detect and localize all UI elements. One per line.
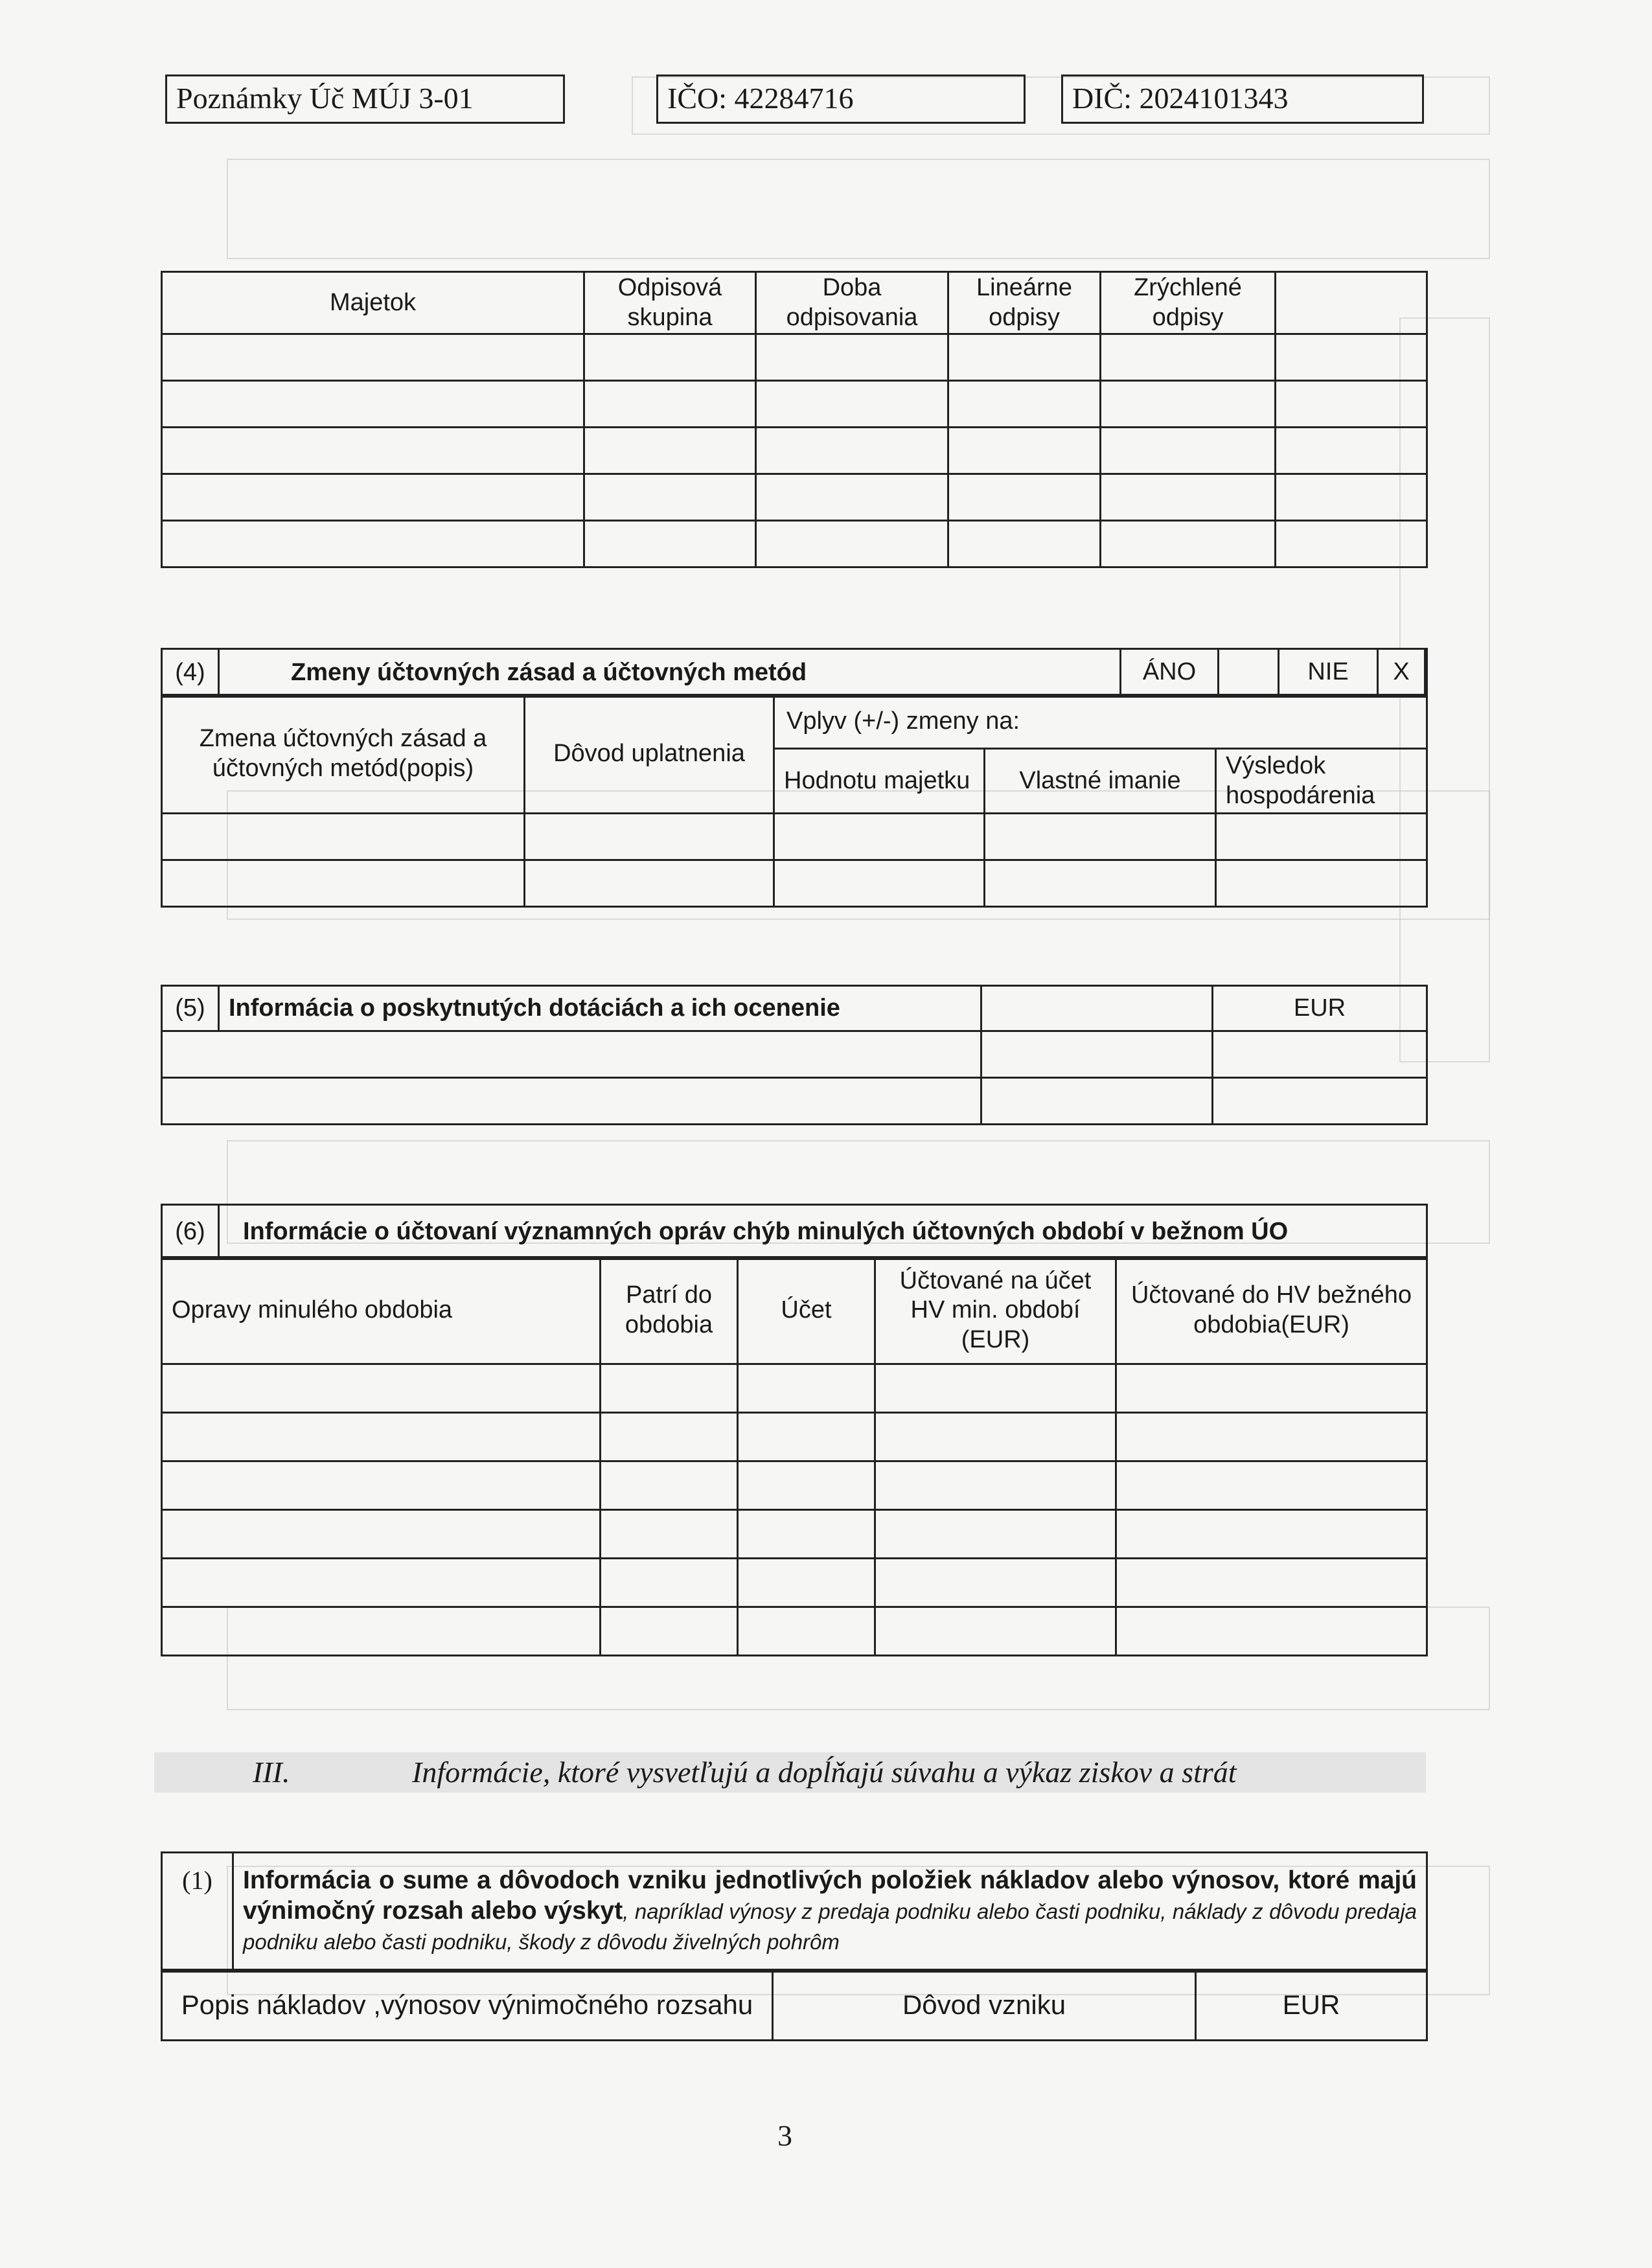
table-cell[interactable]	[1276, 334, 1427, 381]
table-cell[interactable]	[162, 334, 584, 381]
table-cell[interactable]	[948, 381, 1101, 428]
table-cell[interactable]	[162, 1461, 601, 1510]
table-cell[interactable]	[584, 474, 756, 521]
table-cell[interactable]	[756, 474, 948, 521]
col-result: Výsledok hospodárenia	[1216, 749, 1427, 814]
table-cell[interactable]	[584, 521, 756, 567]
section5-currency: EUR	[1213, 986, 1427, 1031]
section4-body-table	[161, 694, 1428, 908]
table-cell[interactable]	[525, 814, 774, 860]
table-cell[interactable]	[601, 1461, 738, 1510]
table-cell[interactable]	[525, 860, 774, 907]
table-cell[interactable]	[875, 1461, 1116, 1510]
table-cell[interactable]	[584, 381, 756, 428]
table-cell[interactable]	[584, 428, 756, 474]
yes-box[interactable]	[1219, 650, 1279, 694]
section6-body-table	[161, 1256, 1428, 1656]
section1-title: Informácia o sume a dôvodoch vzniku jednotlivých položiek nákladov alebo výnosov, ktoré majú výnimočný rozsah alebo výskyt	[243, 1866, 1417, 1925]
table-cell[interactable]	[1276, 428, 1427, 474]
table-cell[interactable]	[601, 1559, 738, 1607]
section5-table	[161, 985, 1428, 1125]
table-cell[interactable]	[1116, 1607, 1427, 1656]
col-corrections: Opravy minulého obdobia	[162, 1257, 601, 1364]
table-cell[interactable]	[1101, 381, 1276, 428]
table-row	[162, 474, 1427, 521]
table-cell[interactable]	[1116, 1559, 1427, 1607]
table-row	[162, 1461, 1427, 1510]
section5-header-empty	[981, 986, 1213, 1031]
col-prior-period-hv: Účtované na účet HV min. období (EUR)	[875, 1257, 1116, 1364]
table-cell[interactable]	[875, 1559, 1116, 1607]
section6-title: Informácie o účtovaní významných opráv chýb minulých účtovných období v bežnom ÚO	[219, 1205, 1427, 1259]
table-cell[interactable]	[948, 428, 1101, 474]
table-cell[interactable]	[1116, 1364, 1427, 1413]
table-cell[interactable]	[756, 521, 948, 567]
part3-heading	[154, 1752, 1426, 1793]
table-cell[interactable]	[1213, 1078, 1427, 1125]
table-cell[interactable]	[1213, 1031, 1427, 1078]
header-depreciation-period: Doba odpisovania	[756, 272, 948, 334]
table-cell[interactable]	[1216, 814, 1427, 860]
table-cell[interactable]	[738, 1510, 875, 1559]
table-cell[interactable]	[875, 1607, 1116, 1656]
show-through-frame	[227, 159, 1490, 259]
table-cell[interactable]	[1276, 381, 1427, 428]
col-belongs-to-period: Patrí do obdobia	[601, 1257, 738, 1364]
table-cell[interactable]	[162, 381, 584, 428]
table-cell[interactable]	[738, 1364, 875, 1413]
table-cell[interactable]	[1276, 521, 1427, 567]
col-impact: Vplyv (+/-) zmeny na:	[774, 695, 1427, 749]
yes-label[interactable]: ÁNO	[1121, 650, 1219, 694]
table-row	[162, 1559, 1427, 1607]
header-linear-depreciation: Lineárne odpisy	[948, 272, 1101, 334]
table-cell[interactable]	[162, 428, 584, 474]
table-cell[interactable]	[162, 814, 525, 860]
table-cell[interactable]	[162, 474, 584, 521]
section1-table	[161, 1851, 1428, 1973]
table-cell[interactable]	[738, 1559, 875, 1607]
table-cell[interactable]	[756, 428, 948, 474]
table-cell[interactable]	[162, 1078, 981, 1125]
header-depreciation-group: Odpisová skupina	[584, 272, 756, 334]
table-row	[162, 521, 1427, 567]
table-row	[162, 1413, 1427, 1461]
table-row	[162, 1364, 1427, 1413]
section6-table	[161, 1204, 1428, 1260]
section1-number: (1)	[162, 1853, 233, 1972]
section4-title: Zmeny účtovných zásad a účtovných metód	[219, 649, 1275, 697]
page-number: 3	[777, 2119, 792, 2152]
col-equity: Vlastné imanie	[985, 749, 1216, 814]
table-row	[162, 814, 1427, 860]
table-cell[interactable]	[1101, 521, 1276, 567]
table-row	[162, 860, 1427, 907]
table-row	[162, 1078, 1427, 1125]
table-cell[interactable]	[162, 521, 584, 567]
section1-body-table	[161, 1969, 1428, 2041]
col-exceptional-description: Popis nákladov ,výnosov výnimočného rozsahu	[162, 1970, 773, 2041]
table-row	[162, 1510, 1427, 1559]
table-cell[interactable]	[1101, 334, 1276, 381]
section1-examples: , napríklad výnosy z predaja podniku alebo časti podniku, náklady z dôvodu predaja podniku alebo časti podniku, škody z dôvodu živelných pohrôm	[243, 1899, 1417, 1954]
table-cell[interactable]	[774, 860, 985, 907]
table-row	[162, 428, 1427, 474]
section6-number: (6)	[162, 1205, 219, 1259]
part3-roman: III.	[253, 1756, 290, 1789]
table-row	[162, 381, 1427, 428]
table-cell[interactable]	[1276, 474, 1427, 521]
header-accelerated-depreciation: Zrýchlené odpisy	[1101, 272, 1276, 334]
table-cell[interactable]	[985, 860, 1216, 907]
section4-number: (4)	[162, 649, 219, 697]
table-cell[interactable]	[1101, 428, 1276, 474]
section4-yes-no-boxes	[1119, 648, 1426, 696]
depreciation-table	[161, 271, 1428, 568]
table-row	[162, 1031, 1427, 1078]
table-cell[interactable]	[738, 1413, 875, 1461]
table-cell[interactable]	[162, 1413, 601, 1461]
col-current-period-hv: Účtované do HV bežného obdobia(EUR)	[1116, 1257, 1427, 1364]
table-cell[interactable]	[985, 814, 1216, 860]
table-cell[interactable]	[875, 1413, 1116, 1461]
table-cell[interactable]	[1216, 860, 1427, 907]
table-cell[interactable]	[162, 1510, 601, 1559]
table-cell[interactable]	[948, 334, 1101, 381]
section5-number: (5)	[162, 986, 219, 1031]
table-row	[162, 1607, 1427, 1656]
table-cell[interactable]	[1116, 1461, 1427, 1510]
table-cell[interactable]	[162, 1559, 601, 1607]
dic-label: DIČ: 2024101343	[1061, 74, 1424, 124]
table-cell[interactable]	[1116, 1413, 1427, 1461]
table-cell[interactable]	[601, 1413, 738, 1461]
table-cell[interactable]	[162, 1364, 601, 1413]
notes-form-label: Poznámky Úč MÚJ 3-01	[165, 74, 565, 124]
table-cell[interactable]	[738, 1607, 875, 1656]
part3-title: Informácie, ktoré vysvetľujú a dopĺňajú súvahu a výkaz ziskov a strát	[412, 1756, 1237, 1789]
table-cell[interactable]	[738, 1461, 875, 1510]
table-cell[interactable]	[584, 334, 756, 381]
table-cell[interactable]	[162, 1607, 601, 1656]
table-cell[interactable]	[162, 1031, 981, 1078]
col-origin-reason: Dôvod vzniku	[773, 1970, 1196, 2041]
table-cell[interactable]	[601, 1364, 738, 1413]
col-account: Účet	[738, 1257, 875, 1364]
table-cell[interactable]	[774, 814, 985, 860]
col-asset-value: Hodnotu majetku	[774, 749, 985, 814]
header-empty	[1276, 272, 1427, 334]
table-cell[interactable]	[1101, 474, 1276, 521]
table-cell[interactable]	[1116, 1510, 1427, 1559]
table-row	[162, 334, 1427, 381]
table-cell[interactable]	[601, 1510, 738, 1559]
table-cell[interactable]	[756, 334, 948, 381]
table-cell[interactable]	[981, 1031, 1213, 1078]
col-currency: EUR	[1196, 1970, 1427, 2041]
col-reason-applied: Dôvod uplatnenia	[525, 695, 774, 814]
ico-label: IČO: 42284716	[656, 74, 1026, 124]
table-cell[interactable]	[601, 1607, 738, 1656]
table-cell[interactable]	[981, 1078, 1213, 1125]
no-checked-mark-icon[interactable]: X	[1393, 658, 1410, 685]
table-cell[interactable]	[875, 1510, 1116, 1559]
table-cell[interactable]	[162, 860, 525, 907]
table-cell[interactable]	[948, 521, 1101, 567]
table-cell[interactable]	[948, 474, 1101, 521]
no-label[interactable]: NIE	[1279, 650, 1379, 694]
table-cell[interactable]	[875, 1364, 1116, 1413]
section5-title: Informácia o poskytnutých dotáciách a ich ocenenie	[219, 986, 981, 1031]
header-asset: Majetok	[162, 272, 584, 334]
table-cell[interactable]	[756, 381, 948, 428]
col-change-description: Zmena účtovných zásad a účtovných metód(popis)	[162, 695, 525, 814]
